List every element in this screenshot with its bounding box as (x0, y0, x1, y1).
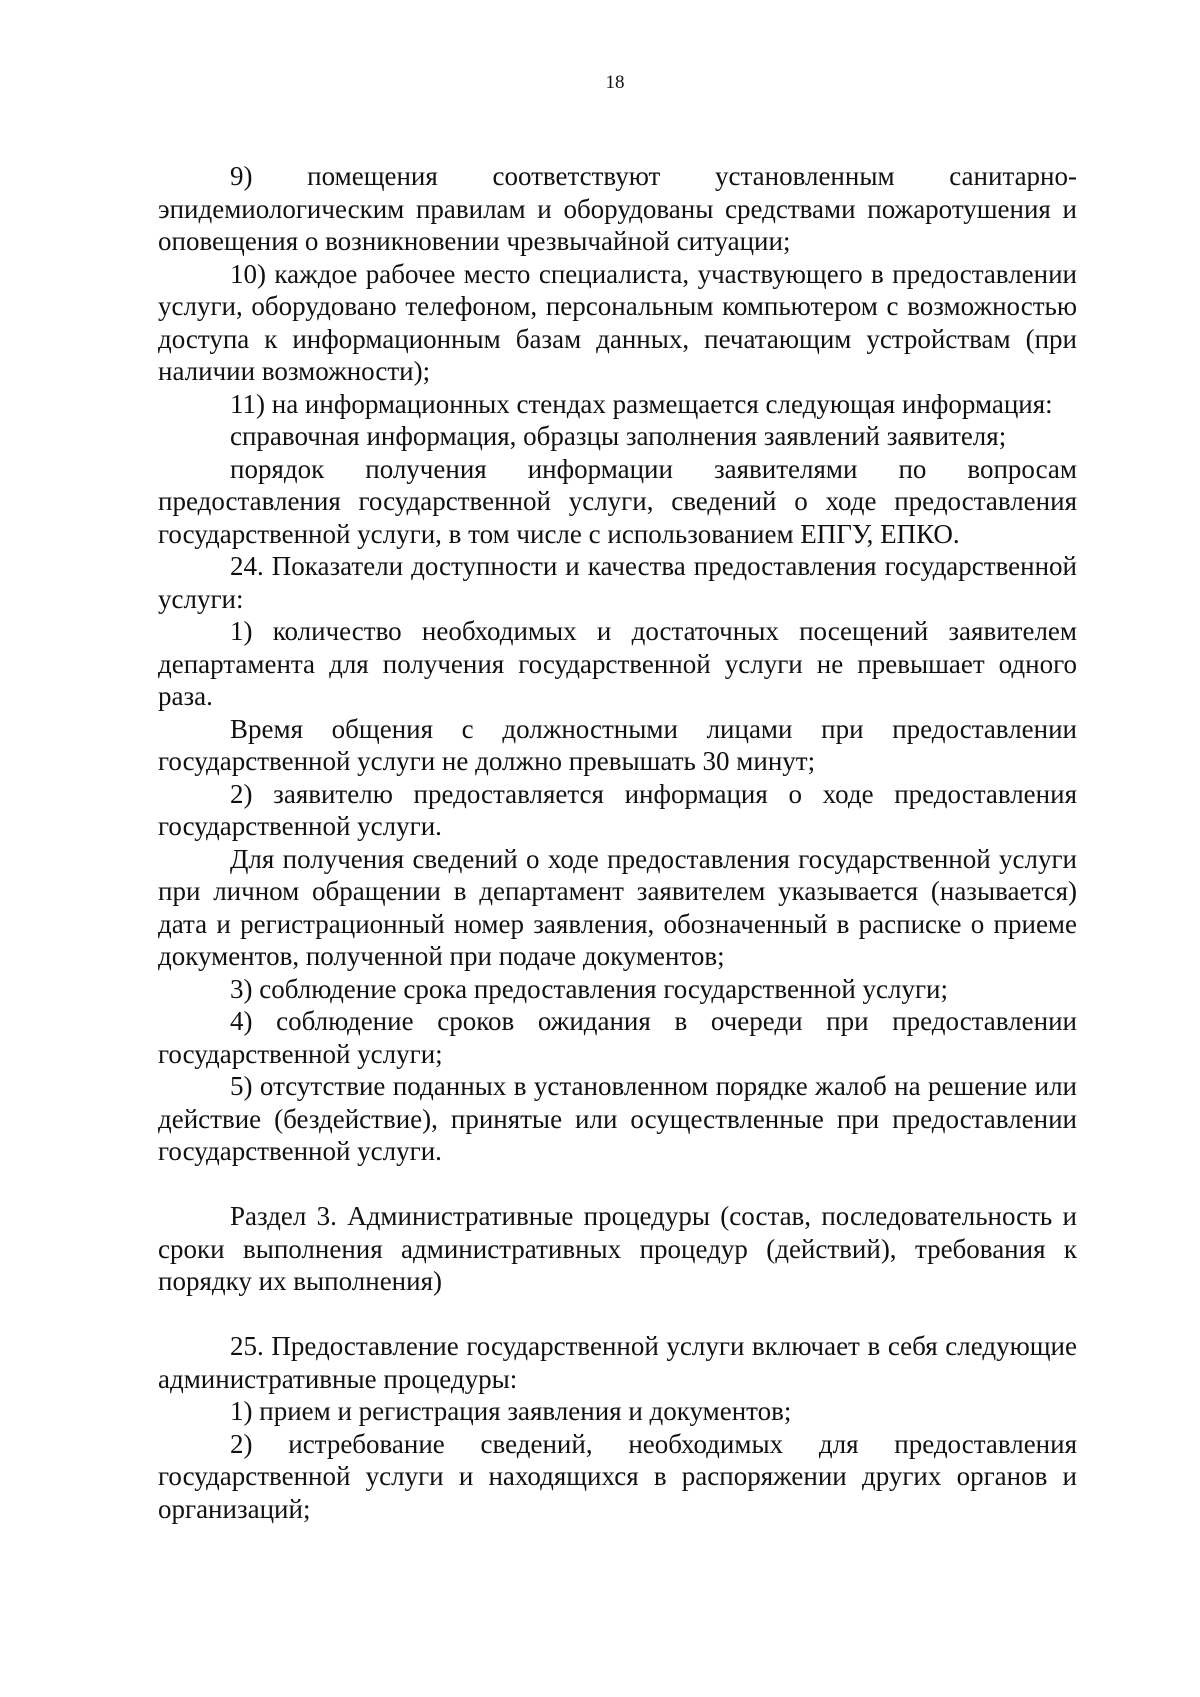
paragraph-item-10: 10) каждое рабочее место специалиста, участвующего в предоставлении услуги, оборудовано телефоном, персональным компьютером с возможностью доступа к информационным базам данных, печатающим устройствам (при наличии возможности); (158, 258, 1077, 386)
paragraph-reference-info: справочная информация, образцы заполнения заявлений заявителя; (230, 421, 1007, 451)
document-body (158, 160, 1077, 1525)
paragraph-status-request: Для получения сведений о ходе предоставления государственной услуги при личном обращении в департамент заявителем указывается (называется) дата и регистрационный номер заявления, обозначенный в расписке о приеме документов, полученной при подаче документов; (158, 843, 1077, 971)
paragraph-spacer (158, 1298, 1077, 1331)
paragraph-clause-24: 24. Показатели доступности и качества предоставления государственной услуги: (158, 551, 1077, 614)
paragraph-indicator-3: 3) соблюдение срока предоставления государственной услуги; (230, 973, 949, 1004)
paragraph-communication-time: Время общения с должностными лицами при предоставлении государственной услуги не должно превышать 30 минут; (158, 713, 1077, 776)
page-number: 18 (605, 72, 625, 93)
paragraph-indicator-4: 4) соблюдение сроков ожидания в очереди при предоставлении государственной услуги; (158, 1006, 1077, 1069)
paragraph-procedure-1: 1) прием и регистрация заявления и документов; (230, 1396, 792, 1426)
paragraph-item-11: 11) на информационных стендах размещается следующая информация: (230, 388, 1053, 419)
paragraph-item-9: 9) помещения соответствуют установленным санитарно-эпидемиологическим правилам и оборудованы средствами пожаротушения и оповещения о возникновении чрезвычайной ситуации; (158, 161, 1077, 256)
paragraph-indicator-5: 5) отсутствие поданных в установленном порядке жалоб на решение или действие (бездействие), принятые или осуществленные при предоставлении государственной услуги. (158, 1071, 1077, 1166)
paragraph-procedure-2: 2) истребование сведений, необходимых для предоставления государственной услуги и находящихся в распоряжении других органов и организаций; (158, 1428, 1077, 1524)
section-heading: Раздел 3. Административные процедуры (состав, последовательность и сроки выполнения административных процедур (действий), требования к порядку их выполнения) (158, 1201, 1077, 1296)
paragraph-spacer (158, 1168, 1077, 1201)
paragraph-info-procedure: порядок получения информации заявителями по вопросам предоставления государственной услуги, сведений о ходе предоставления государственной услуги, в том числе с использованием ЕПГУ, ЕПКО. (158, 453, 1077, 549)
paragraph-indicator-2: 2) заявителю предоставляется информация о ходе предоставления государственной услуги. (158, 778, 1077, 841)
paragraph-indicator-1: 1) количество необходимых и достаточных посещений заявителем департамента для получения государственной услуги не превышает одного раза. (158, 616, 1077, 711)
paragraph-clause-25: 25. Предоставление государственной услуги включает в себя следующие административные процедуры: (158, 1331, 1077, 1394)
